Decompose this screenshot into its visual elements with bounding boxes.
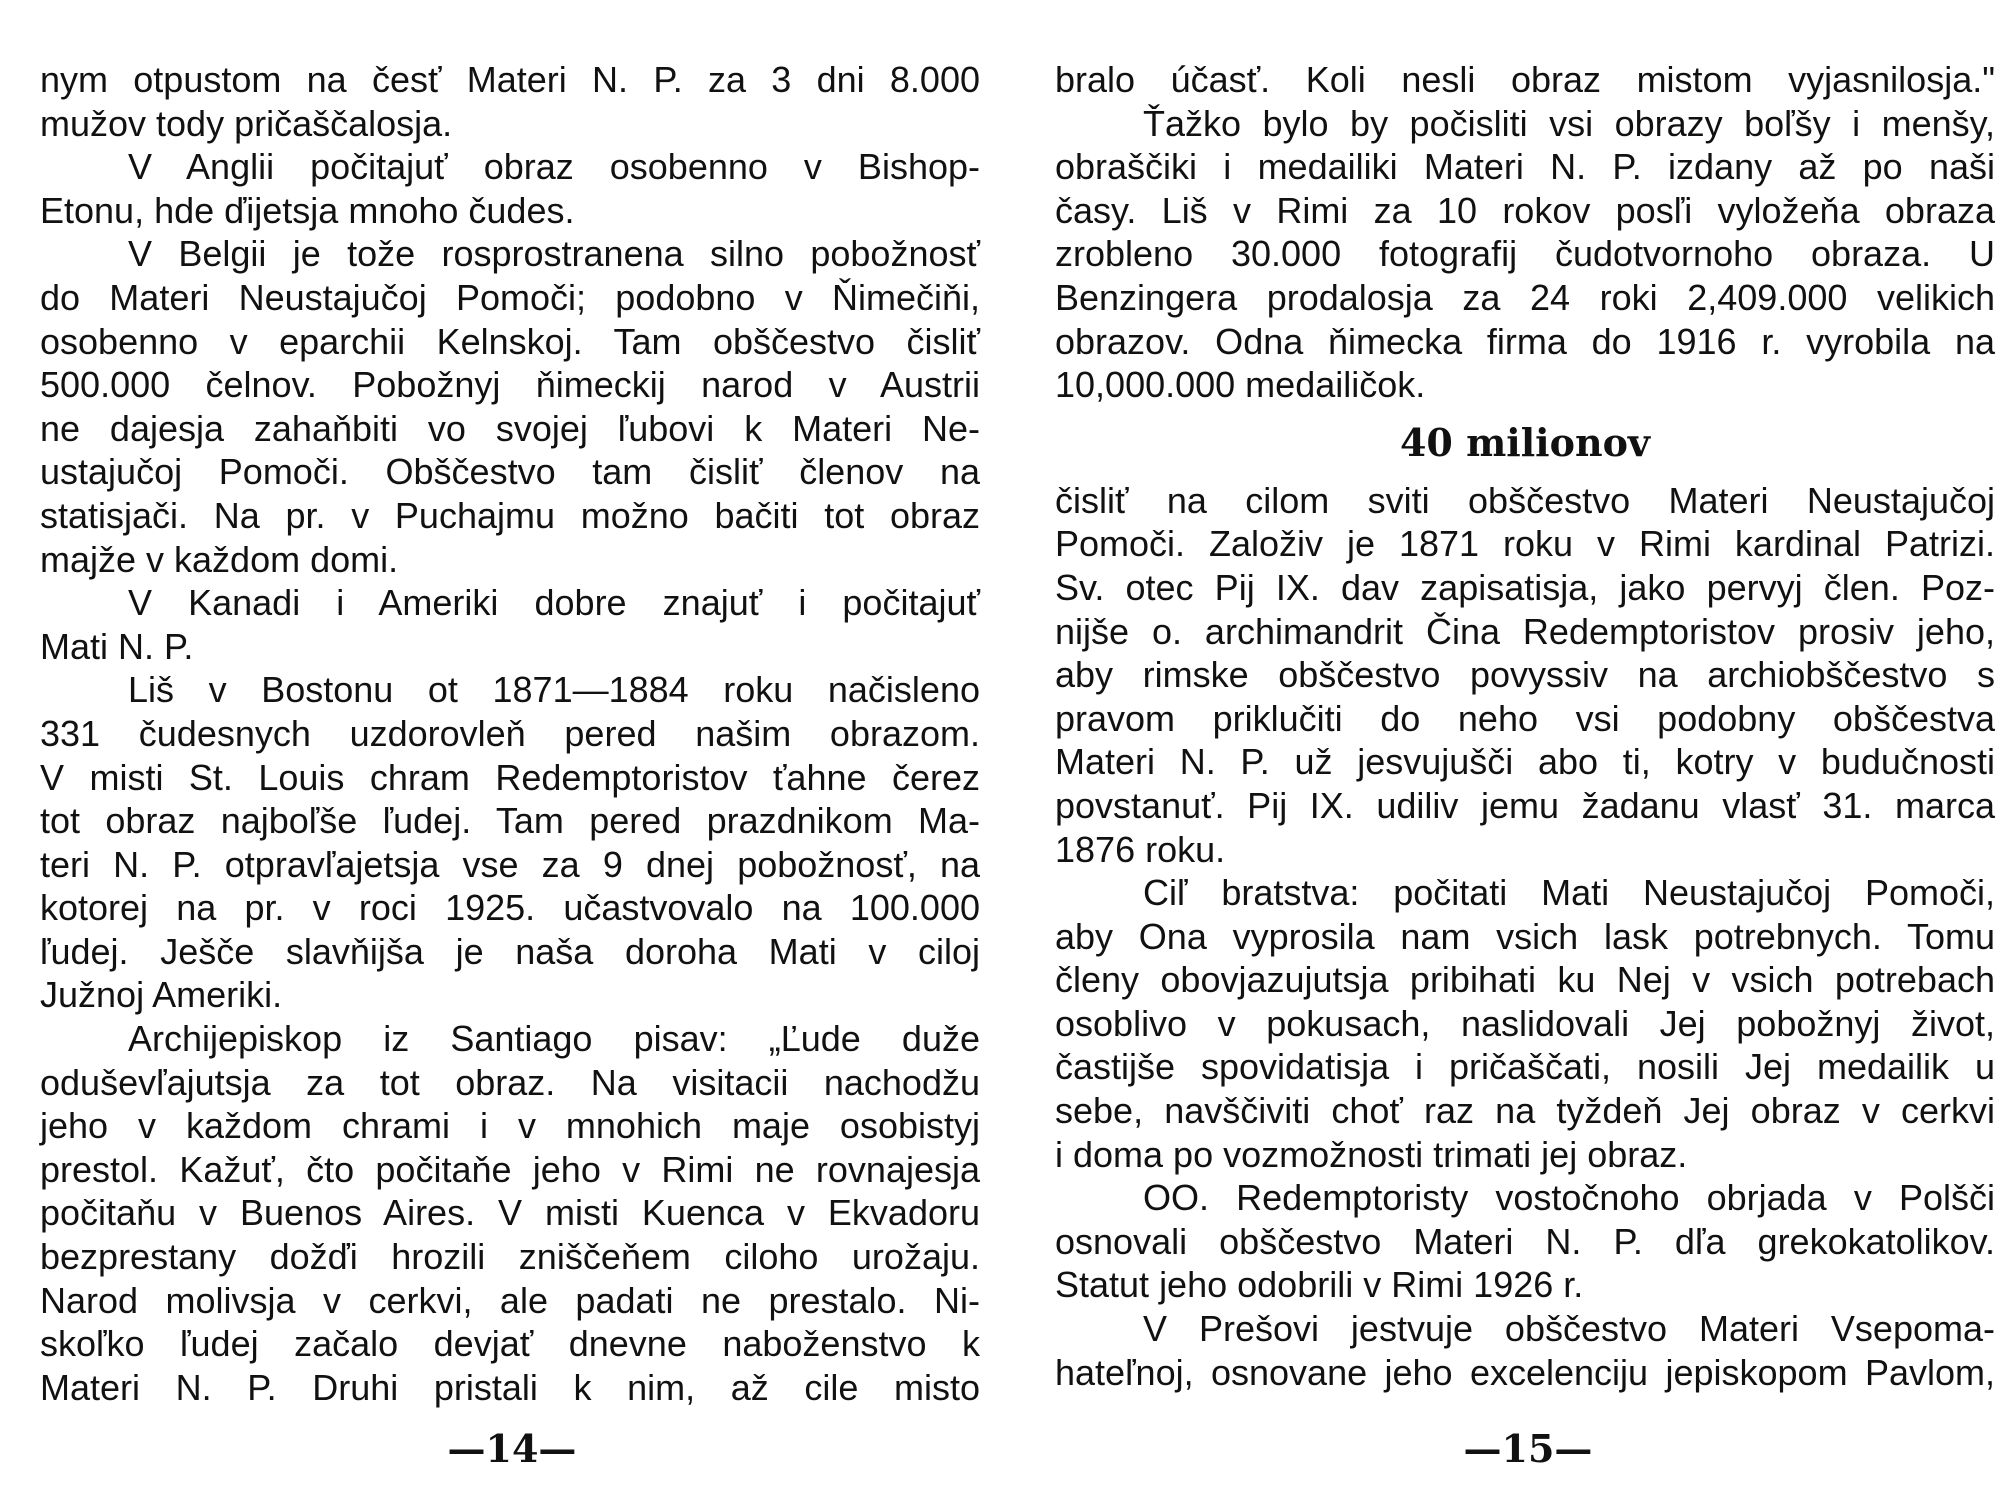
text-line: Etonu, hde ďijetsja mnoho čudes. [40, 189, 575, 231]
text-line: bezprestany dožďi hrozili zniščeňem ciloho urožaju. [40, 1236, 980, 1278]
text-line: 331 čudesnych uzdorovleň pered našim obrazom. [40, 712, 980, 754]
section-heading: 40 milionov [1399, 419, 1651, 465]
right-page-text [1055, 58, 1995, 1394]
text-line: jeho v každom chrami i v mnohich maje osobistyj [40, 1105, 980, 1147]
text-line: ustajučoj Pomoči. Obščestvo tam čisliť členov na [40, 451, 980, 493]
text-line: V Anglii počitajuť obraz osobenno v Bishop- [128, 146, 980, 188]
text-line: aby rimske obščestvo povyssiv na archiobščestvo s [1055, 654, 1995, 696]
text-line: ľudej. Ješče slavňijša je naša doroha Mati v ciloj [40, 930, 980, 972]
text-line: časy. Liš v Rimi za 10 rokov posľi vyložeňa obraza [1055, 189, 1995, 231]
text-line: Materi N. P. už jesvujušči abo ti, kotry v budučnosti [1055, 741, 1995, 783]
text-line: Sv. otec Pij IX. dav zapisatisja, jako pervyj člen. Poz- [1055, 566, 1995, 608]
text-line: teri N. P. otpravľajetsja vse za 9 dnej pobožnosť, na [40, 843, 980, 885]
left-page-number: —14— [447, 1426, 577, 1471]
text-line: Liš v Bostonu ot 1871—1884 roku načisleno [128, 669, 980, 711]
text-line: 500.000 čelnov. Pobožnyj ňimeckij narod v Austrii [40, 364, 980, 406]
text-line: počitaňu v Buenos Aires. V misti Kuenca v Ekvadoru [40, 1192, 980, 1234]
text-line: sebe, navščiviti choť raz na tyždeň Jej obraz v cerkvi [1055, 1090, 1995, 1132]
text-line: čisliť na cilom sviti obščestvo Materi Neustajučoj [1055, 479, 1995, 521]
text-line: V Kanadi i Ameriki dobre znajuť i počitajuť [128, 582, 980, 624]
text-line: osobenno v eparchii Kelnskoj. Tam obščestvo čisliť [40, 320, 980, 362]
left-page-text [40, 58, 980, 1409]
text-line: obrazov. Odna ňimecka firma do 1916 r. vyrobila na [1055, 320, 1995, 362]
text-line: Archijepiskop iz Santiago pisav: „Ľude duže [128, 1018, 980, 1060]
text-line: oduševľajutsja za tot obraz. Na visitacii nachodžu [40, 1061, 980, 1103]
text-line: 10,000.000 medailičok. [1055, 364, 1426, 406]
text-line: V misti St. Louis chram Redemptoristov ťahne čerez [40, 756, 980, 798]
text-line: i doma po vozmožnosti trimati jej obraz. [1055, 1133, 1688, 1175]
text-line: tot obraz najboľše ľudej. Tam pered prazdnikom Ma- [40, 800, 980, 842]
text-line: Statut jeho odobrili v Rimi 1926 r. [1055, 1264, 1584, 1306]
text-line: Ciľ bratstva: počitati Mati Neustajučoj Pomoči, [1143, 872, 1995, 914]
text-line: osoblivo v pokusach, naslidovali Jej pobožnyj život, [1055, 1002, 1995, 1044]
text-line: aby Ona vyprosila nam vsich lask potrebnych. Tomu [1055, 915, 1995, 957]
text-line: zrobleno 30.000 fotografij čudotvornoho obraza. U [1055, 233, 1995, 275]
text-line: Ťažko bylo by počisliti vsi obrazy boľšy i menšy, [1143, 102, 1995, 144]
text-line: V Prešovi jestvuje obščestvo Materi Vsepoma- [1143, 1308, 1995, 1350]
text-line: Benzingera prodalosja za 24 roki 2,409.000 velikich [1055, 276, 1995, 318]
text-line: nym otpustom na česť Materi N. P. za 3 dni 8.000 [40, 59, 980, 100]
text-line: Južnoj Ameriki. [40, 974, 283, 1016]
text-line: do Materi Neustajučoj Pomoči; podobno v Ňimečiňi, [40, 276, 980, 318]
text-line: nijše o. archimandrit Čina Redemptoristov prosiv jeho, [1055, 610, 1995, 652]
text-line: Materi N. P. Druhi pristali k nim, až cile misto [40, 1366, 980, 1408]
text-line: členy obovjazujutsja pribihati ku Nej v vsich potrebach [1055, 959, 1995, 1001]
text-line: pravom priklučiti do neho vsi podobny obščestva [1055, 697, 1995, 739]
text-line: statisjači. Na pr. v Puchajmu možno bačiti tot obraz [40, 494, 980, 536]
text-line: V Belgii je tože rosprostranena silno pobožnosť [128, 233, 980, 275]
text-line: ne dajesja zahaňbiti vo svojej ľubovi k Materi Ne- [40, 407, 980, 449]
right-page-number: —15— [1463, 1426, 1593, 1471]
text-line: bralo účasť. Koli nesli obraz mistom vyjasnilosja." [1055, 59, 1995, 100]
text-line: Narod molivsja v cerkvi, ale padati ne prestalo. Ni- [40, 1279, 980, 1321]
text-line: Mati N. P. [40, 625, 194, 667]
text-line: skoľko ľudej začalo devjať dnevne naboženstvo k [40, 1323, 980, 1365]
text-line: častijše spovidatisja i pričaščati, nosili Jej medailik u [1055, 1046, 1995, 1088]
text-line: Pomoči. Založiv je 1871 roku v Rimi kardinal Patrizi. [1055, 523, 1995, 565]
text-line: obraščiki i medailiki Materi N. P. izdany až po naši [1055, 146, 1995, 188]
text-line: kotorej na pr. v roci 1925. učastvovalo na 100.000 [40, 887, 980, 929]
text-line: povstanuť. Pij IX. udiliv jemu žadanu vlasť 31. marca [1055, 784, 1995, 826]
text-line: majže v každom domi. [40, 538, 399, 580]
text-line: mužov tody pričaščalosja. [40, 102, 453, 144]
text-line: 1876 roku. [1055, 828, 1226, 870]
text-line: osnovali obščestvo Materi N. P. dľa grekokatolikov. [1055, 1220, 1995, 1262]
text-line: OO. Redemptoristy vostočnoho obrjada v Polšči [1143, 1177, 1995, 1219]
text-line: hateľnoj, osnovane jeho excelenciju jepiskopom Pavlom, [1055, 1351, 1995, 1393]
text-line: prestol. Kažuť, čto počitaňe jeho v Rimi ne rovnajesja [40, 1148, 980, 1190]
